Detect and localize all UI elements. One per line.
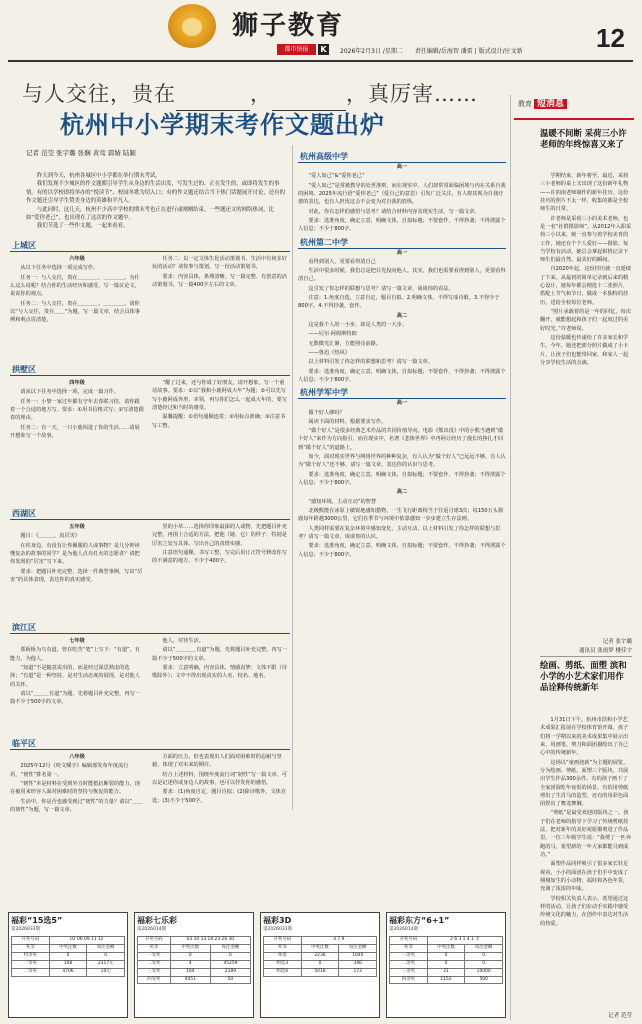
lottery-cell: 二等奖 [12, 968, 50, 976]
question-paragraph: 里的小草……选择你印象最深的人或物，先把题目补充完整，再围上合适的方法，把他（她、它）的样子、特别是厉害之处写具体，写出自己的真情实感。 [152, 524, 287, 547]
story2-paragraph: 这场以“童画迎新”为主题的展览，分为绘画、剪纸、面塑三个版块，共展出学生作品300余件。有的孩子画下了全家团圆吃年夜饭的场景，有的用剪纸剪出了生肖马的造型，还有的用彩色面团捏出了舞龙舞狮。 [540, 759, 629, 808]
question-paragraph: 任务一：与人交往，贵在＿＿＿＿、＿＿＿＿。为什么这么说呢？结合你的生活经历和感受，写一篇议论文，说说你的观点。 [10, 274, 140, 298]
area-column [10, 379, 144, 502]
column-divider [292, 145, 293, 810]
story2-paragraph: 1月31日下午，杭州市滨和小学艺术成果汇报展在学校体育馆开幕。孩子们将一学期以来的美术成果集中展示出来，用画笔、剪刀和面团描绘出了自己心中的传统新年。 [540, 717, 629, 757]
lottery-row [138, 968, 251, 976]
lottery-row [264, 945, 377, 953]
question-paragraph: 任务二：有一天，一只小鹿闯进了你的生活……请展开想象写一个故事。 [10, 424, 140, 439]
lottery-row [12, 945, 125, 953]
area-heading: 滨江区 [10, 622, 290, 634]
area-heading: 临平区 [10, 738, 290, 750]
lottery-cell: 1152 [427, 976, 465, 984]
lottery-table [11, 936, 125, 976]
question-paragraph: 看得到别人，更要看得清自己 [308, 258, 376, 265]
question-paragraph: 要求：选准角度，确定立意，明确文体，自拟标题；不要套作，不得抄袭；不得泄露个人信息；不少于800字。 [298, 543, 506, 558]
question-paragraph: 阅读下面的材料，根据要求写作。 [308, 418, 387, 425]
question-paragraph: 在你身边，有没有让你佩服的人或事物？是几分钟读懂复杂的故事的同学？是为他人点亮灯火的志愿者？请把你发现的“厉害”写下来。 [10, 542, 140, 566]
lottery-cell: 三等奖 [390, 968, 428, 976]
question-paragraph: 要求：选准角度，确定立意，明确文体，自拟标题；不要套作，不得抄袭；不得泄露个人信息；不少于800字。 [298, 217, 506, 233]
lottery-box [260, 912, 380, 1018]
story1-credits [566, 638, 632, 655]
lottery-name: 福彩“15选5” [11, 916, 63, 925]
question-paragraph: 要求：选准角度，确定立意，明确文体，自拟标题；不要套作，不得抄袭；不得泄露个人信息；不少于800字。 [298, 471, 506, 486]
sidebar-rule [514, 118, 634, 120]
grade-label: 高一 [396, 249, 408, 256]
area-column [10, 523, 144, 616]
lottery-cell: 四等奖 [390, 976, 428, 984]
question-paragraph: 任务二：与人交往，贵在＿＿＿＿、＿＿＿＿。请你以“与人交往，贵在＿＿”为题，写一篇文章，结合具体事例和观点说清楚。 [10, 300, 140, 324]
story2-paragraph: “剪纸”是最受欢迎的版块之一。孩子们在老师的指导下学习了传统剪纸技法，把对新年的美好祝愿都剪进了作品里。一位三年级学生说：“我剪了一匹奔跑的马，希望新的一年大家都能马到成功。” [540, 810, 631, 858]
school-heading: 杭州高级中学 [298, 151, 506, 163]
lottery-cell: 0 [87, 953, 125, 961]
lottery-row [138, 937, 251, 945]
lottery-cell: 开奖号码 [390, 937, 428, 945]
question-paragraph: 郑板桥为乌有道，曾在吃苦“笔”上写下：“有道”，有能力，为他人。 [10, 647, 141, 662]
lottery-box [386, 912, 506, 1018]
question-paragraph: 题目：《＿＿＿，真厉害》 [20, 533, 81, 540]
lottery-name: 福彩七乐彩 [137, 916, 177, 925]
lottery-cell: 开奖号码 [264, 937, 302, 945]
lottery-row [138, 960, 251, 968]
lottery-row [138, 976, 251, 984]
lottery-cell: 0 [427, 960, 465, 968]
grade-label: 七年级 [69, 638, 85, 644]
grade-label: 高二 [396, 312, 408, 319]
headline-line2: 杭州中小学期末考作文题出炉 [60, 111, 385, 139]
lottery-cell: 中奖注数 [427, 945, 465, 953]
lottery-row [390, 960, 503, 968]
question-paragraph: 做个好人够吗？ [308, 409, 345, 416]
story1-reporter: 记者 张宇璐 [602, 639, 632, 645]
lottery-cell: 0 [49, 953, 87, 961]
lead-p: 昨天到今天，杭州各城区中小学都在举行期末考试。 [36, 173, 161, 179]
question-paragraph: 注意：1.角度自选，立意自定，题目自拟。2.明确文体，不得写成诗歌。3.不得少于800字。4.不得抄袭，套作。 [298, 295, 500, 310]
question-paragraph: 要求：内容具体，条理清晰，写一篇完整、有创意的活动策划书，写一篇400字左右的文章。 [152, 273, 287, 288]
headline-part-b: ， [250, 82, 272, 106]
lottery-cell: 单选 [264, 953, 302, 961]
question-paragraph: 结合上述材料，围绕年度流行词“韧性”写一篇文章，可以是记述你或身边人的故事，也可以抒发你的感悟。 [152, 771, 288, 786]
lottery-cell: 开奖号码 [138, 937, 171, 945]
story2-paragraph: 学校相关负责人表示，希望通过这样的活动，让孩子们在动手实践中感受传统文化的魅力，在创作中表达对生活的热爱。 [540, 895, 629, 927]
lottery-cell: 10元 [87, 968, 125, 976]
lottery-cell: 四等奖 [138, 976, 171, 984]
question-paragraph: 这是我个人的一小步，却是人类的一大步。 [308, 322, 407, 328]
area-column [152, 523, 288, 616]
left-sections [10, 240, 290, 813]
lottery-cell: 0 [170, 953, 210, 961]
lottery-cell: 一等奖 [390, 953, 428, 961]
lead-p: 我们节选了一些作文题，一起来看看。 [36, 223, 129, 230]
lottery-issue: 第2026014期 [137, 927, 167, 933]
question-paragraph: 要求：选准角度，确定立意，明确文体，自拟标题；不要套作，不得抄袭；不得泄露个人信息；不少于800字。 [298, 368, 506, 383]
sidebar-story2 [540, 660, 632, 693]
lottery-cell: 4706 [49, 968, 87, 976]
area-heading: 拱墅区 [10, 364, 290, 376]
lottery-name: 福彩3D [263, 916, 292, 925]
brand-title: 狮子教育 [232, 11, 345, 41]
question-paragraph: “知道”不是随意说出的，而是经过深思熟虑的选择；“有道”是一种坚持，是对生活态度的展现，是对他人的关怀。 [10, 664, 140, 688]
lottery-cell: 1040 [339, 953, 377, 961]
lottery-row [390, 976, 503, 984]
lottery-cell: 10000 [465, 968, 503, 976]
grade-label: 四年级 [69, 380, 85, 386]
school-heading: 杭州第二中学 [298, 237, 506, 249]
lottery-row [390, 937, 503, 945]
lottery-cell: 组选3 [264, 960, 302, 968]
question-paragraph: “爱人如己”&“爱你老己” [308, 173, 365, 180]
lottery-cell: 4451 [170, 976, 210, 984]
question-paragraph: “醒了过来，还与你成了好朋友。请开想象，写一个童话故事。要求：①以“我和小鹿阿成大年”为题；②可以先写写小鹿阿成外形，本领，再写你们怎么一起成大年的，要写清楚经过和当时的感受。 [152, 380, 287, 411]
lottery-row [390, 953, 503, 961]
lottery-issue: 第2026033期 [11, 927, 41, 933]
lottery-cell: 45259 [210, 960, 250, 968]
question-paragraph: “感知环境，主动互动”的智慧 [308, 498, 377, 505]
lottery-issue: 第2026014期 [389, 927, 419, 933]
lottery-cell: 二等奖 [138, 960, 171, 968]
story1-paragraph: 这份温暖也传递给了许多家长和学生。今年，她还把部分照片做成了小卡片，让孩子们也能带回家，和家人一起分享学校生活的点滴。 [540, 334, 629, 366]
lottery-section [8, 912, 508, 1020]
lottery-cell: 4 7 9 [301, 937, 376, 945]
story2-title: 绘画、剪纸、面塑 滨和小学的小艺术家们用作品诠释传统新年 [540, 660, 627, 692]
area-column [10, 637, 144, 732]
area-column [10, 753, 144, 846]
question-paragraph: 这引发了你怎样的联想与思考？请写一篇文章，谈谈你的看法。 [308, 285, 454, 292]
lottery-cell: 0 [465, 960, 503, 968]
lottery-row [12, 968, 125, 976]
lottery-cell: 每注金额 [339, 945, 377, 953]
lottery-row [12, 960, 125, 968]
lottery-cell: 奖等 [12, 945, 50, 953]
lottery-cell: 开奖号码 [12, 937, 50, 945]
lottery-row [138, 953, 251, 961]
lead-p: 我们发现不少城区的作文题都引导学生从身边的生活出发，写发生过的、正在发生的，或即将发生的事情。有的以学校即将举办的“悦读节”、校园冬歌为切入口；有的作文题还结合当下热门话题展开讨论，还有的作文题还引导学生赞美身边的英雄和平凡人。 [26, 181, 285, 205]
question-paragraph: 方面的压力，但也表现出人们面对困难时的忍耐与坚毅，体现了对未来的期许。 [152, 754, 282, 769]
sidebar-divider [540, 656, 632, 657]
area-heading: 上城区 [10, 240, 290, 252]
story1-paragraph: 学期结束，新年将至。最近，采荷三小老师的桌上又出现了这份新年礼物——许润南老师制作的新年挂历。这份挂历的照片不太一样，收集的都是全校师生的日常。 [540, 173, 629, 213]
lottery-cell: 5018 [301, 968, 339, 976]
grade-label: 高一 [396, 164, 408, 170]
question-paragraph: ——鲁迅《热风》 [308, 349, 350, 356]
area-section-3 [10, 622, 290, 734]
lottery-cell: 每注金额 [465, 945, 503, 953]
area-column [152, 637, 288, 732]
area-column [152, 753, 288, 846]
story2-body [540, 716, 632, 1014]
lottery-cell: 108 [49, 960, 87, 968]
lottery-cell: 03 10 13 18 23 26 30 [170, 937, 250, 945]
area-section-2 [10, 508, 290, 618]
area-column [152, 255, 288, 358]
question-paragraph: 请以“＿＿＿＿有道”为题，先将题目补充完整，再写一篇不少于500字的文章。 [152, 647, 288, 662]
question-paragraph: 无数微光汇聚，方能照亮前路。 [308, 340, 382, 347]
question-paragraph: 任务一：小黎一家过年都有守年去春联习俗，请你跟着一个合适的地方写。要求：①用书信格式写；②写清楚跟春的理由。 [10, 398, 144, 422]
question-paragraph: 注意语句通顺，书写工整，写完后用订正符号修改你写的不满意的地方，不少于400字。 [152, 549, 287, 565]
story2-reporter: 记者 范莹 [608, 1013, 632, 1019]
high-school-column [298, 148, 506, 813]
lottery-cell: 奖等 [264, 945, 302, 953]
question-paragraph: 从以下任务中选择一项完成写作。 [20, 265, 99, 272]
question-paragraph: “做个好人”是很多经典艺术作品的共同价值导向。电影《熊出没》中的小熊当遇到“做个好人”来作为方向指引，而在现实中，名著《悲惨世界》中冉阿让经历了漫长的挣扎才回到“做个好人”的道路上。 [298, 428, 504, 451]
lead-p: 与此同时，这几天，杭州不少高中学校的期末考也正在进行或刚刚结束。一些题还文的网络热词，比如“爱你老己”，也出现在了这次的作文题中。 [26, 206, 274, 221]
page-number: 12 [596, 23, 625, 53]
lottery-cell: 中奖注数 [49, 945, 87, 953]
lottery-cell: 0 [427, 953, 465, 961]
question-paragraph: 如今，面对现实世界与网络世界的种种复杂，有人认为“做个好人”已远远不够，有人认为“做个好人”还不够。请写一篇文章，表达你的认识与思考。 [298, 454, 506, 469]
lottery-cell: 一等奖 [138, 953, 171, 961]
story2-paragraph: 面塑作品同样吸引了很多家长驻足观看。小小的面团在孩子们手中变成了栩栩如生的小动物、福娃和各色年货，充满了浓浓的年味。 [540, 861, 629, 893]
lottery-cell: 奖等 [390, 945, 428, 953]
question-paragraph: 请以“＿＿＿有道”为题，先将题目补充完整，再写一篇不少于500字的文章。 [10, 690, 140, 706]
question-paragraph: 温馨提醒：①语句通顺连贯；②用标点准确；③注意书写工整。 [152, 414, 286, 429]
lottery-cell: 0 [465, 953, 503, 961]
lottery-row [12, 953, 125, 961]
sidebar-tag-b: 短消息 [534, 99, 567, 109]
question-paragraph: 人类同样需要在复杂环境中感知变化，主动互动。以上材料引发了你怎样的联想与思考？请写一篇文章，谈谈你的认识。 [298, 525, 501, 540]
headline-part-a: 与人交往，贵在 [22, 82, 176, 106]
area-section-0 [10, 240, 290, 360]
question-paragraph: 他人，对待生活。 [162, 638, 204, 644]
lottery-cell: 2 6 3 1 4 1 羊 [427, 937, 502, 945]
byline: 记者 范莹 张宇璐 张娴 黄鸾 郭婧 陆颖 [26, 149, 136, 157]
lottery-cell: 二等奖 [390, 960, 428, 968]
lottery-issue: 第2026033期 [263, 927, 293, 933]
lottery-cell: 173 [339, 968, 377, 976]
lottery-row [264, 968, 377, 976]
question-paragraph: 对此，你有怎样的感悟与思考？请结合材料内容及现实生活，写一篇文章。 [308, 208, 480, 215]
lottery-row [390, 968, 503, 976]
headline-line1 [22, 78, 478, 111]
lottery-name: 福彩东方“6+1” [389, 916, 450, 925]
grade-label: 高一 [396, 400, 408, 407]
paper-k-icon: K [318, 44, 329, 55]
area-heading: 西湖区 [10, 508, 290, 520]
lottery-cell: 50 [210, 976, 250, 984]
lottery-cell: 每注金额 [87, 945, 125, 953]
lottery-row [264, 960, 377, 968]
question-paragraph: 北极熊能在冰原上敏锐地感知猎物，一生飞行距离相当于往返月球3次；每150万头驯鹿每年跨越3000公里，它们在季节与环境中依靠感知一步步建立生存法则。 [298, 507, 504, 523]
question-paragraph: 要求：立意明确，内容具体，情感真挚；文体不限（诗歌除外）；文中不得出现真实的人名、校名、地名。 [152, 664, 287, 680]
story1-paragraph: 许老师是采荷三小的美术老师，也是一名“社群摄影师”。从2012年入职采荷三小以来，她一直参与着学校美育的工作，她还有个个人爱好——摄影。每当学校有活动，她总会拿起相机记录下师生们最自然、最美好的瞬间。 [540, 215, 632, 264]
lottery-cell: 每注金额 [210, 945, 250, 953]
lottery-cell: 奖等 [138, 945, 171, 953]
question-paragraph: 生活中很多时候，我们总是把目光投向他人。其实，我们也需要看得到别人，更要看得清自己。 [298, 268, 506, 283]
lottery-row [264, 937, 377, 945]
headline-part-c: ，真厉害…… [346, 82, 478, 106]
question-paragraph: ——尼尔·阿姆斯特朗 [308, 331, 357, 338]
lottery-cell: 02 06 09 11 12 [49, 937, 124, 945]
lottery-table [389, 936, 503, 984]
lottery-box [8, 912, 128, 1018]
story1-paragraph: “照片承载着的是一年的回忆，每次翻开，就能想起和孩子们一起度过的美好时光。”许老师说。 [540, 309, 631, 332]
story1-title: 温暖不间断 采荷三小许老师的年终惊喜又来了 [540, 128, 627, 149]
sidebar-tag-a: 教育 [518, 100, 532, 108]
question-paragraph: 要求：(1)角度自定，题目自拟；(2)除诗歌外，文体自选；(3)不少于500字。 [152, 789, 287, 804]
lottery-cell: 500 [465, 976, 503, 984]
column-divider [510, 95, 511, 1020]
lottery-row [390, 945, 503, 953]
sidebar-tag [518, 98, 628, 113]
dateline: 2026年2月3日 /星期二 责任编辑/岳海智 潘雷 | 版式设计/庄文新 [340, 48, 523, 55]
grade-label: 五年级 [69, 524, 85, 530]
area-column [152, 379, 288, 502]
lottery-cell: 0 [210, 953, 250, 961]
lottery-cell: 21 [427, 968, 465, 976]
paper-badge: 都市快报 [277, 44, 316, 55]
lottery-cell: 346 [339, 960, 377, 968]
question-paragraph: 以上材料引发了你怎样的联想和思考？请写一篇文章。 [308, 359, 433, 366]
question-paragraph: 生活中，你是否也感受到过“韧性”的力量？请以“＿＿的韧性”为题，写一篇文章。 [10, 798, 143, 813]
question-paragraph: 2025年12月《咬文嚼字》编辑部发布年度流行语，“韧性”排名第一。 [10, 763, 129, 778]
lottery-cell: 一等奖 [12, 960, 50, 968]
lottery-cell: 中奖注数 [170, 945, 210, 953]
lottery-table [263, 936, 377, 976]
grade-label: 六年级 [69, 256, 85, 262]
lottery-cell: 三等奖 [138, 968, 171, 976]
lead-paragraphs [26, 172, 286, 231]
lottery-box [134, 912, 254, 1018]
lottery-cell: 中奖注数 [301, 945, 339, 953]
question-paragraph: 任务二：以一定文体生化活动策划书，生活中有何多好玩的活动？请你参与策划，写一份活动策划书。 [152, 256, 287, 271]
grade-label: 高二 [396, 489, 408, 496]
masthead-rule [8, 60, 633, 62]
lottery-cell: 2317元 [87, 960, 125, 968]
area-section-1 [10, 364, 290, 504]
question-paragraph: “爱人如己”是常被教导的处世准则，而在现实中，人们却常常面临困境与内在关系自我的困境。2025年流行语“爱你老己”（爱自己的意思）引发广泛关注，有人将其视为自我疗愈的表达，也有人担忧这会不会变为对自我的放纵。 [298, 182, 506, 206]
lottery-cell: 组选6 [264, 968, 302, 976]
story1-paragraph: 自2020年起，这份挂历就一直延续了下来。从最初的简单记录到后来的精心设计，她每年都会精选十二张照片，搭配上节气和节日，做成一本独特的挂历，送给全校每位老师。 [540, 266, 632, 306]
question-paragraph: “韧性”本是材料在受到外力时能抵抗断裂的能力，现在被用来形容人面对困难时的坚持与恢复的能力。 [10, 780, 140, 796]
lottery-cell: 2236 [301, 953, 339, 961]
lottery-cell: 0 [301, 960, 339, 968]
area-section-4 [10, 738, 290, 848]
story1-body [540, 172, 632, 644]
lottery-table [137, 936, 251, 984]
lottery-cell: 104 [170, 968, 210, 976]
story1-correspondent: 通讯员 张雨梦 楼佳宇 [579, 647, 632, 654]
lottery-row [138, 945, 251, 953]
grade-label: 八年级 [69, 754, 85, 760]
lottery-row [12, 937, 125, 945]
area-column [10, 255, 144, 358]
lottery-cell: 特等奖 [12, 953, 50, 961]
school-heading: 杭州学军中学 [298, 387, 506, 399]
question-paragraph: 请从以下任务中选择一项，完成一篇习作。 [20, 389, 119, 396]
lottery-row [264, 953, 377, 961]
question-paragraph: 要求：把题目补充完整，选择一件典型事例，写出“厉害”的具体表现，表达你的真实感受。 [10, 568, 143, 583]
lottery-cell: 2189 [210, 968, 250, 976]
lottery-cell: 4 [170, 960, 210, 968]
sidebar-story1 [540, 128, 632, 150]
lion-logo-icon [168, 4, 216, 48]
